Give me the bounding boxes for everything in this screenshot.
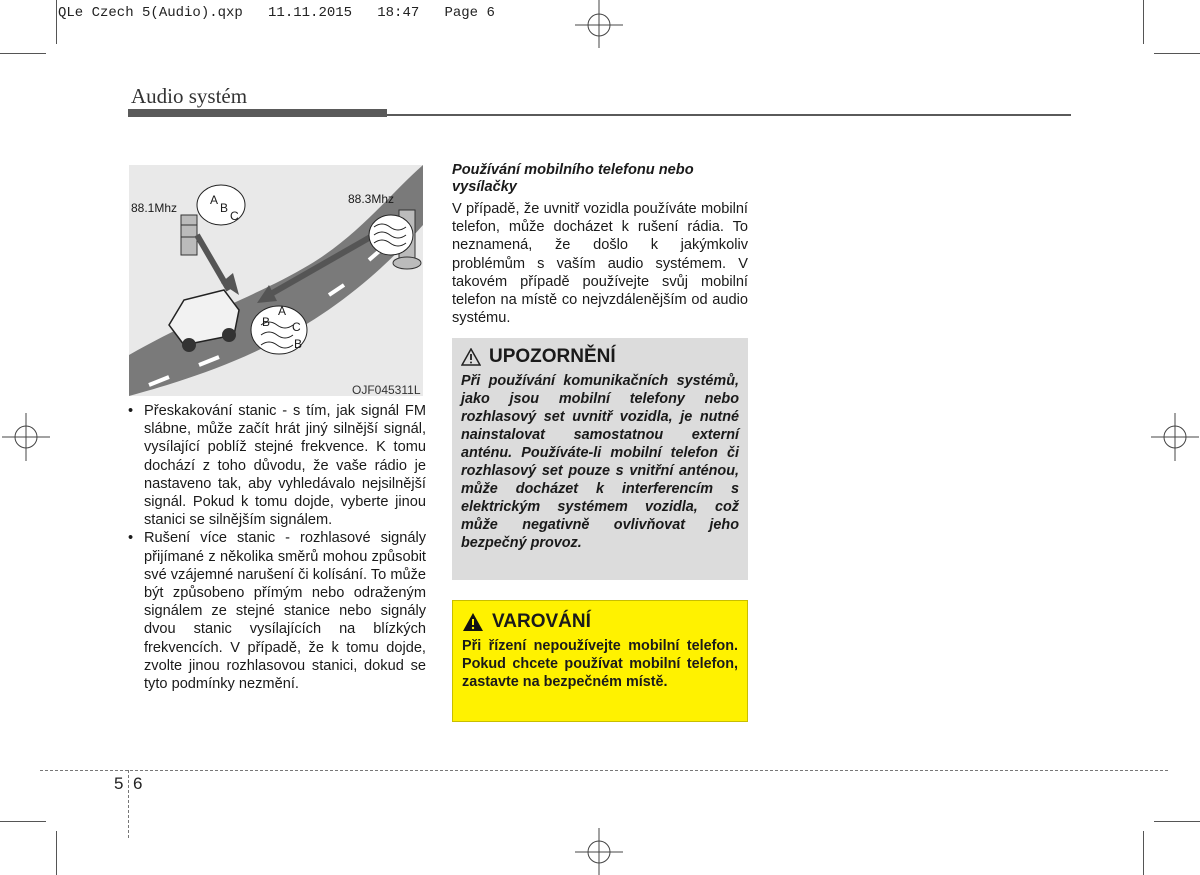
bubble-letter: A	[278, 304, 287, 318]
warning-body: Při řízení nepoužívejte mobilní telefon. Pokud chcete používat mobilní telefon, zastavte na bezpečném místě.	[462, 638, 738, 690]
chapter-number: 5	[114, 774, 124, 793]
bubble-letter: A	[210, 193, 219, 207]
page-number: 6	[133, 774, 143, 793]
speech-bubble-right	[369, 215, 413, 255]
warning-triangle-icon	[462, 612, 484, 632]
bubble-letter: C	[292, 320, 301, 334]
footer-dashed-rule	[40, 770, 1168, 771]
header-rule-thin	[387, 114, 1071, 116]
figure-code: OJF045311L	[352, 383, 421, 397]
section-title: Audio systém	[131, 84, 248, 108]
caution-header	[461, 346, 739, 368]
footer-dashed-divider	[128, 770, 129, 838]
frequency-label-left: 88.1Mhz	[131, 201, 178, 215]
caution-triangle-icon	[461, 348, 481, 366]
tower-left	[181, 215, 197, 255]
frequency-label-right: 88.3Mhz	[348, 192, 395, 206]
radio-signal-illustration	[129, 165, 423, 396]
bubble-letter: B	[294, 337, 303, 351]
list-item: • Rušení více stanic - rozhlasové signály přijímané z několika směrů mohou způsobit své vzájemné narušení či kolísání. To může být způsobeno přímým nebo odraženým signálem ze stejné stanice nebo signály dvou stanic vysílajících na blízkých frekvencích. V případě, že k tomu dojde, zvolte jinou rozhlasovou stanici, dokud se tyto podmínky nezmění.	[128, 529, 426, 693]
caution-box	[452, 338, 748, 580]
bullet-list	[128, 402, 426, 693]
body-paragraph: V případě, že uvnitř vozidla používáte mobilní telefon, může docházet k rušení rádia. To neznamená, že došlo k jakýmkoliv problémům s vaším audio systémem. V takovém případě používejte svůj mobilní telefon na místě co nejvzdálenějším od audio systému.	[452, 201, 748, 327]
sub-heading: Používání mobilního telefonu nebo vysílačky	[452, 162, 694, 195]
warning-header	[462, 611, 738, 633]
print-slug: QLe Czech 5(Audio).qxp 11.11.2015 18:47 Page 6	[58, 5, 495, 21]
bubble-letter: B	[220, 201, 229, 215]
warning-title: VAROVÁNÍ	[492, 611, 591, 632]
caution-body: Při používání komunikačních systémů, jako jsou mobilní telefony nebo rozhlasový set uvnitř vozidla, je nutné nainstalovat samostatnou externí anténu. Používáte-li mobilní telefon či rozhlasový set pouze s vnitřní anténou, může docházet k interferencím s elektrickým systémem vozidla, což může negativně ovlivňovat jeho bezpečný provoz.	[461, 373, 739, 551]
caution-title: UPOZORNĚNÍ	[489, 346, 616, 367]
bubble-letter: C	[230, 209, 239, 223]
list-item: • Přeskakování stanic - s tím, jak signál FM slábne, může začít hrát jiný silnější signál, vysílající poblíž stejné frekvence. K tomu dochází z toho důvodu, že vaše rádio je nastaveno tak, aby vyhledávalo nejsilnější signál. Pokud k tomu dojde, vyberte jinou stanici se silnějším signálem.	[128, 402, 426, 529]
warning-box	[452, 600, 748, 722]
bubble-letter: B	[262, 315, 271, 329]
header-rule-thick	[128, 109, 387, 117]
